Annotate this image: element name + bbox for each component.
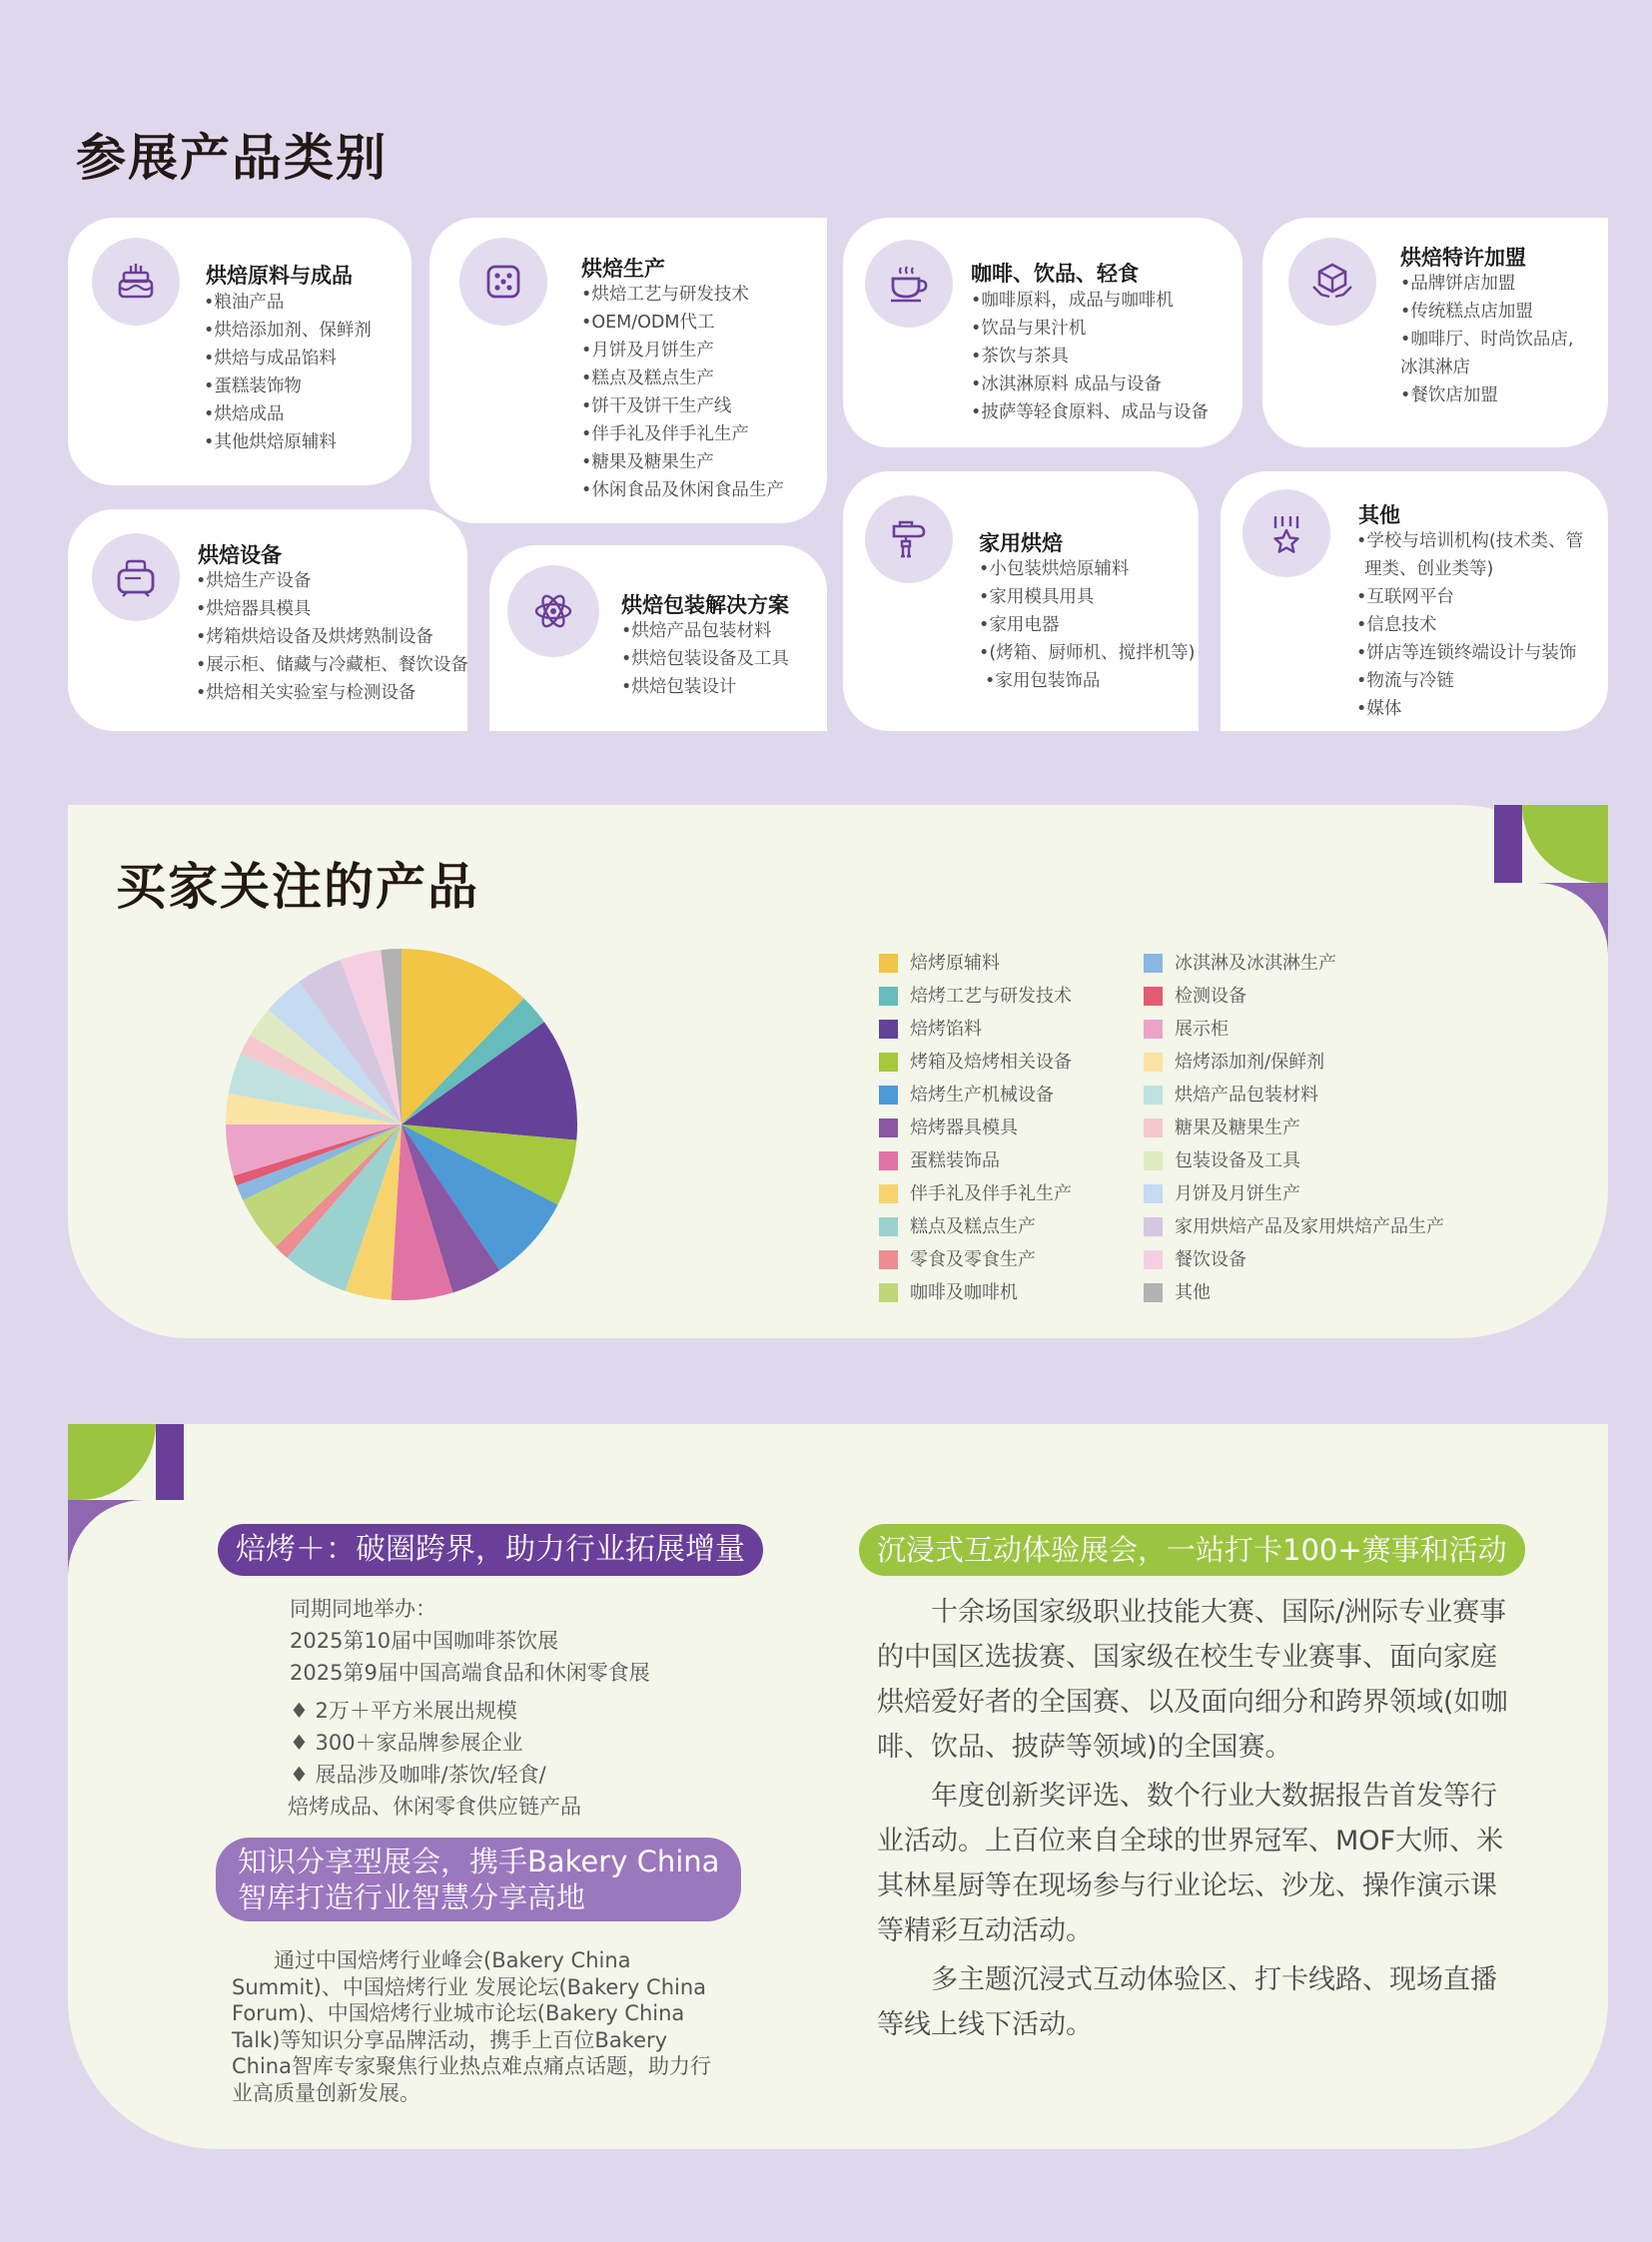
- highlight-pill-crossover: 焙烤＋：破圈跨界，助力行业拓展增量: [218, 1524, 763, 1576]
- co-located-block: [290, 1593, 650, 1823]
- card-item: • 展示柜、储藏与冷藏柜、餐饮设备: [196, 651, 468, 679]
- section-title-categories: 参展产品类别: [76, 129, 388, 187]
- card-item: • 烘焙产品包装材料: [621, 617, 789, 645]
- legend-swatch: [879, 1217, 898, 1236]
- legend-label: 焙烤器具模具: [910, 1118, 1018, 1138]
- card-title: 其他: [1358, 503, 1400, 527]
- card-item: • 饼店等连锁终端设计与装饰: [1356, 639, 1583, 667]
- card-item-list: [204, 289, 372, 456]
- card-item: • 蛋糕装饰物: [204, 373, 372, 400]
- card-item-list: [1400, 270, 1573, 409]
- legend-swatch: [1144, 1119, 1163, 1137]
- stat-bullet: ♦ 300＋家品牌参展企业: [290, 1727, 650, 1759]
- card-item: • 饼干及饼干生产线: [581, 392, 784, 420]
- legend-right: [1144, 947, 1444, 1309]
- legend-item: [1144, 1177, 1444, 1210]
- legend-label: 焙烤馅料: [910, 1019, 982, 1040]
- legend-label: 焙烤添加剂/保鲜剂: [1175, 1052, 1325, 1073]
- legend-swatch: [1144, 954, 1163, 973]
- card-item: • 伴手礼及伴手礼生产: [581, 420, 784, 448]
- card-item: • 家用电器: [979, 611, 1195, 639]
- card-item: • 冰淇淋原料 成品与设备: [971, 371, 1209, 398]
- card-title: 烘焙包装解决方案: [621, 593, 789, 617]
- legend-item: [1144, 980, 1444, 1013]
- legend-swatch: [1144, 1217, 1163, 1236]
- legend-swatch: [1144, 1184, 1163, 1203]
- legend-swatch: [879, 1151, 898, 1170]
- co-located-line: 2025第10届中国咖啡茶饮展: [290, 1629, 559, 1653]
- card-item: • 学校与培训机构(技术类、管: [1356, 527, 1583, 555]
- legend-item: [879, 1144, 1072, 1177]
- category-card-raw-materials: [68, 218, 412, 485]
- card-item: • 互联网平台: [1356, 583, 1583, 611]
- legend-item: [879, 1210, 1072, 1243]
- legend-swatch: [879, 1053, 898, 1072]
- section-title-buyer-interest: 买家关注的产品: [116, 858, 479, 916]
- card-item: • 烤箱烘焙设备及烘烤熟制设备: [196, 623, 468, 651]
- card-item: • 糕点及糕点生产: [581, 365, 784, 392]
- legend-label: 冰淇淋及冰淇淋生产: [1175, 953, 1336, 974]
- corner-decoration: [1494, 805, 1608, 955]
- stat-bullet: ♦ 展品涉及咖啡/茶饮/轻食/: [290, 1759, 650, 1791]
- card-title: 烘焙设备: [198, 543, 282, 567]
- legend-swatch: [1144, 1053, 1163, 1072]
- legend-label: 糕点及糕点生产: [910, 1216, 1036, 1237]
- legend-swatch: [1144, 1151, 1163, 1170]
- card-item: • 月饼及月饼生产: [581, 337, 784, 365]
- legend-swatch: [1144, 1086, 1163, 1105]
- card-item: • 家用模具用具: [979, 583, 1195, 611]
- legend-label: 蛋糕装饰品: [910, 1150, 1000, 1171]
- card-item: 冰淇淋店: [1400, 358, 1470, 377]
- card-title: 咖啡、饮品、轻食: [971, 262, 1139, 286]
- card-item: • 披萨等轻食原料、成品与设备: [971, 398, 1209, 426]
- card-item: • 茶饮与茶具: [971, 343, 1209, 371]
- card-item: • 烘焙与成品馅料: [204, 345, 372, 373]
- legend-swatch: [1144, 987, 1163, 1006]
- co-located-intro: 同期同地举办：: [290, 1597, 436, 1621]
- card-item: • OEM/ODM代工: [581, 309, 784, 337]
- legend-item: [879, 1112, 1072, 1144]
- card-item: • 咖啡厅、时尚饮品店,: [1400, 326, 1573, 354]
- legend-label: 检测设备: [1175, 986, 1246, 1007]
- stat-bullet-cont: 焙烤成品、休闲零食供应链产品: [288, 1795, 581, 1819]
- legend-label: 咖啡及咖啡机: [910, 1282, 1018, 1303]
- legend-label: 家用烘焙产品及家用烘焙产品生产: [1175, 1216, 1444, 1237]
- card-item: • (烤箱、厨师机、搅拌机等): [979, 639, 1195, 667]
- legend-swatch: [1144, 1250, 1163, 1269]
- legend-item: [1144, 1013, 1444, 1046]
- card-item: • 小包装烘焙原辅料: [979, 555, 1195, 583]
- card-title: 烘焙原料与成品: [206, 264, 353, 288]
- legend-swatch: [879, 1184, 898, 1203]
- card-title: 家用烘焙: [979, 531, 1063, 555]
- category-card-coffee-drinks: [843, 218, 1242, 447]
- atom-icon: [507, 565, 599, 657]
- card-item-list: [196, 567, 468, 707]
- category-card-packaging: [489, 545, 827, 731]
- card-item: • 烘焙工艺与研发技术: [581, 281, 784, 309]
- highlight-pill-immersive: 沉浸式互动体验展会，一站打卡100+赛事和活动: [859, 1524, 1525, 1576]
- category-card-equipment: [68, 509, 467, 731]
- card-item-list: [971, 287, 1209, 426]
- corner-decoration: [68, 1424, 184, 1578]
- card-item: • 烘焙包装设备及工具: [621, 645, 789, 673]
- card-item: • 烘焙生产设备: [196, 567, 468, 595]
- pie-chart: [222, 945, 581, 1304]
- card-item-list: [1356, 527, 1583, 723]
- card-item: • 烘焙相关实验室与检测设备: [196, 679, 468, 707]
- card-item: • 饮品与果汁机: [971, 315, 1209, 343]
- legend-swatch: [1144, 1283, 1163, 1302]
- card-item-list: [621, 617, 789, 701]
- paragraph: 十余场国家级职业技能大赛、国际/洲际专业赛事的中国区选拔赛、国家级在校生专业赛事、面向家庭烘焙爱好者的全国赛、以及面向细分和跨界领域(如咖啡、饮品、披萨等领域)的全国赛。: [877, 1597, 1508, 1763]
- card-item: • 烘焙成品: [204, 400, 372, 428]
- card-title: 烘焙特许加盟: [1400, 246, 1526, 270]
- stat-bullet: ♦ 2万＋平方米展出规模: [290, 1695, 650, 1727]
- knowledge-paragraph: 通过中国焙烤行业峰会(Bakery China Summit)、中国焙烤行业 发展论坛(Bakery China Forum)、中国焙烤行业城市论坛(Bakery China Talk)等知识分享品牌活动，携手上百位Bakery China智库专家聚焦行业热点难点痛点话题，助力行业高质量创新发展。: [232, 1948, 711, 2105]
- card-item: • 家用包装饰品: [979, 667, 1195, 695]
- legend-label: 展示柜: [1175, 1019, 1229, 1040]
- legend-item: [879, 1046, 1072, 1079]
- category-card-other: [1221, 471, 1608, 731]
- legend-label: 零食及零食生产: [910, 1249, 1036, 1270]
- cake-icon: [92, 238, 180, 326]
- legend-label: 其他: [1175, 1282, 1211, 1303]
- legend-swatch: [879, 1283, 898, 1302]
- legend-swatch: [879, 1020, 898, 1039]
- legend-label: 包装设备及工具: [1175, 1150, 1300, 1171]
- card-item: • 信息技术: [1356, 611, 1583, 639]
- card-item: • 媒体: [1356, 695, 1583, 723]
- handshake-box-icon: [1288, 238, 1376, 326]
- hand-mixer-icon: [865, 495, 953, 583]
- card-item: • 其他烘焙原辅料: [204, 428, 372, 456]
- legend-item: [1144, 1046, 1444, 1079]
- card-item: • 烘焙添加剂、保鲜剂: [204, 317, 372, 345]
- card-item: • 粮油产品: [204, 289, 372, 317]
- card-item: • 烘焙包装设计: [621, 673, 789, 701]
- legend-label: 焙烤原辅料: [910, 953, 1000, 974]
- legend-left: [879, 947, 1072, 1309]
- legend-swatch: [879, 1250, 898, 1269]
- card-item: • 咖啡原料，成品与咖啡机: [971, 287, 1209, 315]
- category-card-home-baking: [843, 471, 1199, 731]
- legend-item: [1144, 1112, 1444, 1144]
- legend-label: 餐饮设备: [1175, 1249, 1246, 1270]
- card-item: 理类、创业类等): [1364, 559, 1494, 579]
- paragraph: 年度创新奖评选、数个行业大数据报告首发等行业活动。上百位来自全球的世界冠军、MOF大师、米其林星厨等在现场参与行业论坛、沙龙、操作演示课等精彩互动活动。: [877, 1781, 1504, 1946]
- category-card-production: [429, 218, 827, 523]
- immersive-text: [877, 1590, 1516, 2047]
- card-item: • 品牌饼店加盟: [1400, 270, 1573, 298]
- legend-item: [1144, 947, 1444, 980]
- legend-item: [879, 1243, 1072, 1276]
- legend-swatch: [879, 1119, 898, 1137]
- toaster-icon: [92, 533, 180, 621]
- legend-label: 烤箱及焙烤相关设备: [910, 1052, 1072, 1073]
- legend-item: [879, 1276, 1072, 1309]
- award-medal-icon: [1242, 489, 1330, 577]
- legend-item: [879, 1079, 1072, 1112]
- legend-item: [1144, 1243, 1444, 1276]
- card-item: • 传统糕点店加盟: [1400, 298, 1573, 326]
- paragraph: 多主题沉浸式互动体验区、打卡线路、现场直播等线上线下活动。: [877, 1964, 1497, 2040]
- biscuit-icon: [459, 238, 547, 326]
- legend-label: 烘焙产品包装材料: [1175, 1085, 1318, 1106]
- highlight-pill-knowledge: [216, 1838, 741, 1921]
- card-item: • 烘焙器具模具: [196, 595, 468, 623]
- legend-label: 月饼及月饼生产: [1175, 1183, 1300, 1204]
- card-item-list: [979, 555, 1195, 695]
- legend-swatch: [1144, 1020, 1163, 1039]
- card-item: • 休闲食品及休闲食品生产: [581, 476, 784, 504]
- pill-line: 知识分享型展会，携手Bakery China: [238, 1845, 720, 1878]
- legend-label: 糖果及糖果生产: [1175, 1118, 1300, 1138]
- card-item: • 餐饮店加盟: [1400, 381, 1573, 409]
- legend-item: [879, 947, 1072, 980]
- legend-swatch: [879, 954, 898, 973]
- card-item: • 物流与冷链: [1356, 667, 1583, 695]
- pill-line: 智库打造行业智慧分享高地: [238, 1880, 586, 1914]
- legend-swatch: [879, 1086, 898, 1105]
- legend-item: [1144, 1210, 1444, 1243]
- legend-swatch: [879, 987, 898, 1006]
- legend-item: [1144, 1079, 1444, 1112]
- legend-label: 焙烤生产机械设备: [910, 1085, 1054, 1106]
- category-card-franchise: [1262, 218, 1608, 447]
- legend-label: 焙烤工艺与研发技术: [910, 986, 1072, 1007]
- card-title: 烘焙生产: [581, 257, 665, 281]
- legend-item: [1144, 1276, 1444, 1309]
- card-item-list: [581, 281, 784, 504]
- legend-item: [1144, 1144, 1444, 1177]
- card-item: • 糖果及糖果生产: [581, 448, 784, 476]
- co-located-line: 2025第9届中国高端食品和休闲零食展: [290, 1661, 650, 1685]
- legend-item: [879, 1177, 1072, 1210]
- coffee-cup-icon: [865, 240, 953, 328]
- legend-item: [879, 980, 1072, 1013]
- legend-item: [879, 1013, 1072, 1046]
- legend-label: 伴手礼及伴手礼生产: [910, 1183, 1072, 1204]
